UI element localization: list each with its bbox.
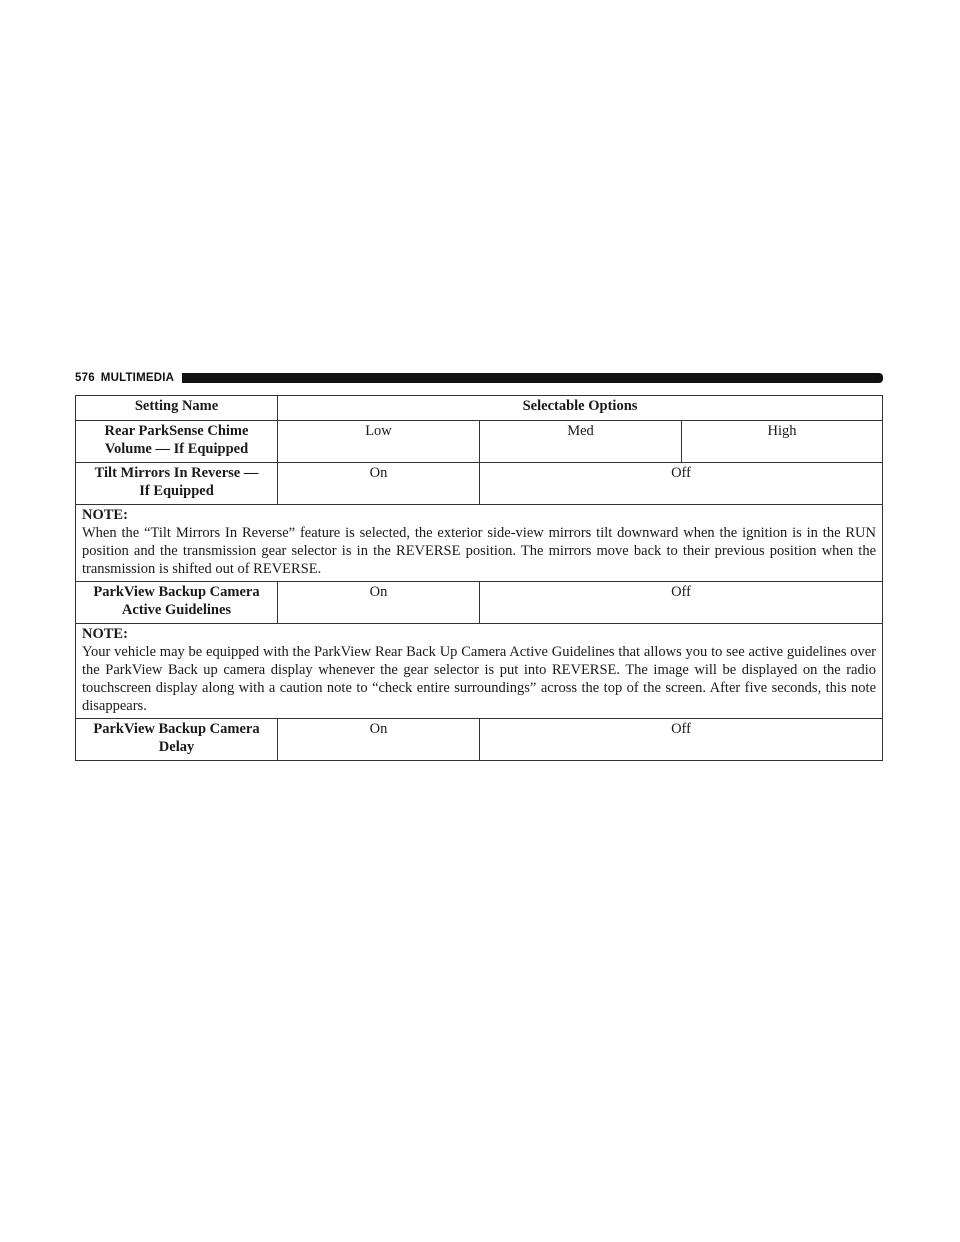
page-header [75,371,883,385]
option-off: Off [480,582,883,624]
page-number: 576 [75,372,95,384]
note-text: Your vehicle may be equipped with the ParkView Rear Back Up Camera Active Guidelines that allows you to see active guidelines over the ParkView Back up camera display whenever the gear selector is put into REVERSE. The image will be displayed on the radio touchscreen display along with a caution note to “check entire surroundings” across the top of the screen. After five seconds, this note disappears. [82,644,877,714]
column-header-setting-name: Setting Name [76,396,278,421]
setting-name [76,719,278,761]
note-label: NOTE: [82,626,128,642]
setting-name-line2: Active Guidelines [121,602,232,618]
note-cell [76,505,883,582]
table-row-chime [76,421,883,463]
section-title: MULTIMEDIA [100,372,175,384]
setting-name-line1: Tilt Mirrors In Reverse — [94,465,259,481]
setting-name [76,463,278,505]
note-text: When the “Tilt Mirrors In Reverse” feature is selected, the exterior side-view mirrors tilt downward when the ignition is in the RUN position and the transmission gear selector is in the REVERSE position. The mirrors move back to their previous position when the transmission is shifted out of REVERSE. [82,525,877,577]
setting-name [76,421,278,463]
note-cell [76,624,883,719]
option-on: On [278,719,480,761]
option-on: On [278,582,480,624]
setting-name-line1: ParkView Backup Camera [93,721,260,737]
setting-name-line2: If Equipped [139,483,214,499]
option-med: Med [480,421,682,463]
note-label: NOTE: [82,507,128,523]
setting-name [76,582,278,624]
table-row-guidelines [76,582,883,624]
header-rule [182,373,883,383]
settings-table [75,395,883,761]
option-off: Off [480,719,883,761]
option-low: Low [278,421,480,463]
table-row-note [76,624,883,719]
setting-name-line1: Rear ParkSense Chime [104,423,249,439]
setting-name-line2: Volume — If Equipped [104,441,249,457]
setting-name-line1: ParkView Backup Camera [93,584,260,600]
column-header-selectable-options: Selectable Options [278,396,883,421]
table-header-row [76,396,883,421]
option-high: High [682,421,883,463]
option-on: On [278,463,480,505]
option-off: Off [480,463,883,505]
table-row-delay [76,719,883,761]
setting-name-line2: Delay [158,739,195,755]
table-row-tilt [76,463,883,505]
table-row-note [76,505,883,582]
